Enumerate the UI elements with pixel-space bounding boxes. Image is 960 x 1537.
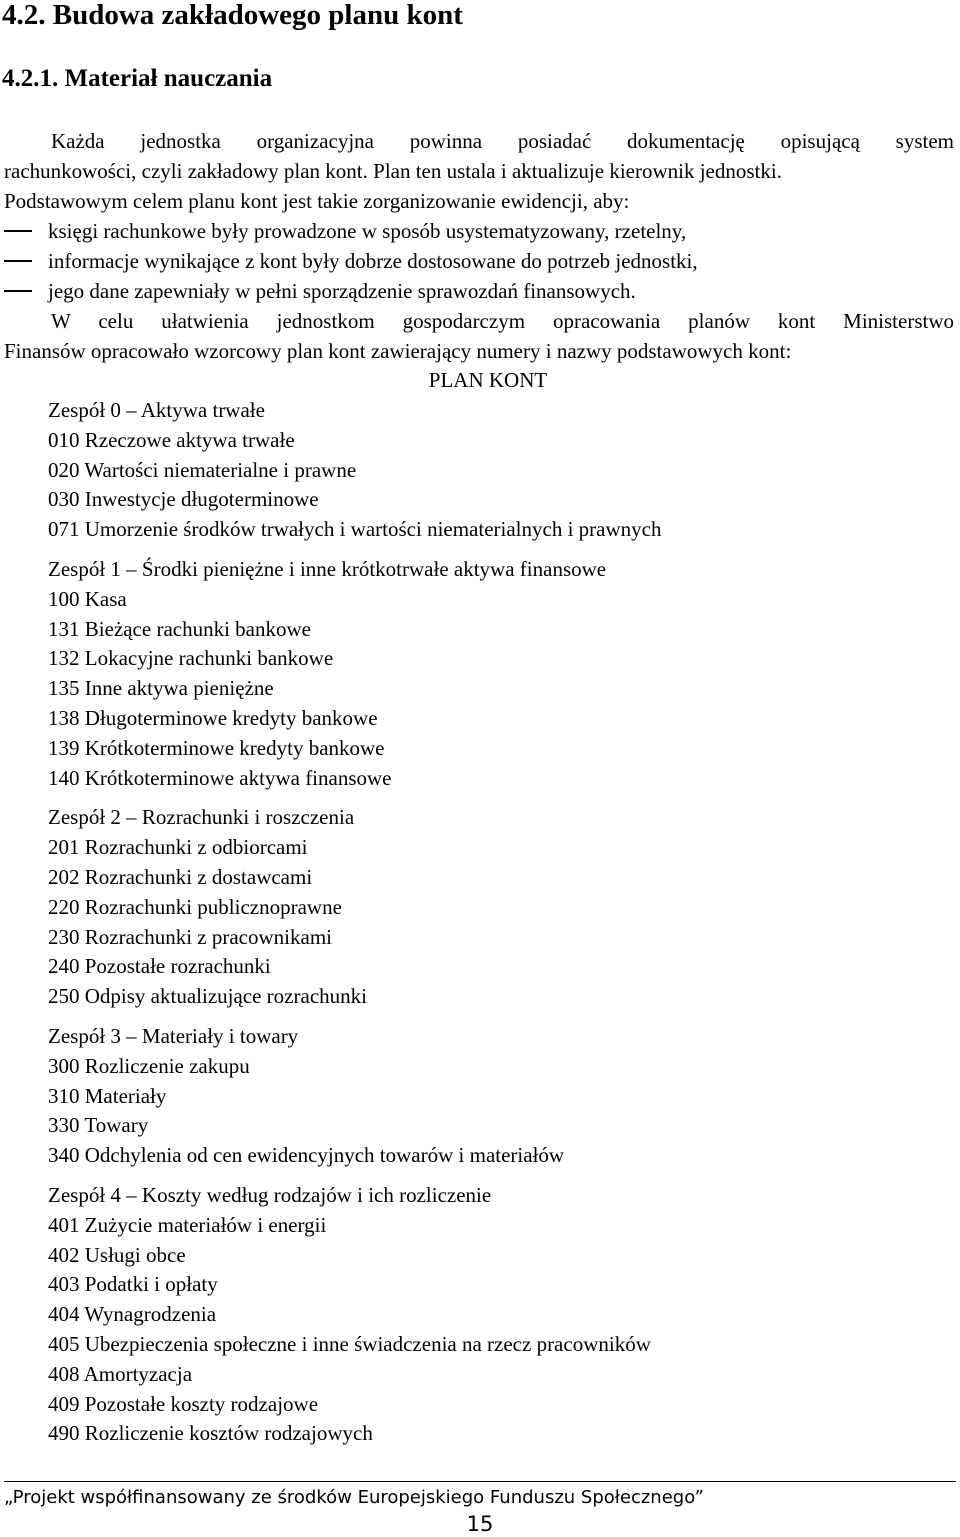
section-heading: 4.2. Budowa zakładowego planu kont (2, 0, 463, 31)
goals-list (4, 216, 954, 306)
intro-text (4, 126, 954, 366)
account-row: 402 Usługi obce (48, 1242, 186, 1267)
account-row: 010 Rzeczowe aktywa trwałe (48, 427, 295, 452)
account-group (48, 1181, 948, 1449)
account-group (48, 1022, 948, 1171)
account-row: 071 Umorzenie środków trwałych i wartości niematerialnych i prawnych (48, 517, 662, 542)
account-row: 230 Rozrachunki z pracownikami (48, 924, 332, 949)
account-row: 132 Lokacyjne rachunki bankowe (48, 646, 334, 671)
chart-of-accounts (48, 396, 948, 1459)
list-item (4, 276, 954, 306)
account-row: 240 Pozostałe rozrachunki (48, 954, 271, 979)
intro-paragraph-1-line-1: Każda jednostka organizacyjna powinna posiadać dokumentację opisującą system (51, 129, 954, 153)
account-group-title: Zespół 4 – Koszty według rodzajów i ich rozliczenie (48, 1182, 492, 1207)
list-item-text: księgi rachunkowe były prowadzone w sposób usystematyzowany, rzetelny, (48, 219, 687, 243)
account-row: 220 Rozrachunki publicznoprawne (48, 894, 342, 919)
account-row: 404 Wynagrodzenia (48, 1302, 217, 1327)
list-item-text: informacje wynikające z kont były dobrze dostosowane do potrzeb jednostki, (48, 249, 698, 273)
account-group-title: Zespół 3 – Materiały i towary (48, 1023, 299, 1048)
account-row: 138 Długoterminowe kredyty bankowe (48, 705, 378, 730)
account-row: 300 Rozliczenie zakupu (48, 1053, 250, 1078)
dash-bullet-icon (4, 260, 32, 262)
account-row: 201 Rozrachunki z odbiorcami (48, 835, 308, 860)
account-row: 020 Wartości niematerialne i prawne (48, 457, 357, 482)
account-group-title: Zespół 1 – Środki pieniężne i inne krótkotrwałe aktywa finansowe (48, 556, 607, 581)
plan-title: PLAN KONT (428, 368, 548, 392)
account-row: 330 Towary (48, 1113, 149, 1138)
account-row: 131 Bieżące rachunki bankowe (48, 616, 311, 641)
account-row: 139 Krótkoterminowe kredyty bankowe (48, 735, 385, 760)
account-row: 490 Rozliczenie kosztów rodzajowych (48, 1421, 373, 1446)
dash-bullet-icon (4, 290, 32, 292)
account-row: 310 Materiały (48, 1083, 167, 1108)
account-row: 408 Amortyzacja (48, 1361, 193, 1386)
account-group (48, 396, 948, 545)
account-row: 409 Pozostałe koszty rodzajowe (48, 1391, 319, 1416)
account-row: 401 Zużycie materiałów i energii (48, 1212, 327, 1237)
list-item (4, 246, 954, 276)
account-row: 140 Krótkoterminowe aktywa finansowe (48, 765, 392, 790)
intro-paragraph-2: Podstawowym celem planu kont jest takie zorganizowanie ewidencji, aby: (4, 189, 630, 213)
account-row: 250 Odpisy aktualizujące rozrachunki (48, 984, 367, 1009)
list-item-text: jego dane zapewniały w pełni sporządzenie sprawozdań finansowych. (48, 279, 636, 303)
footer-divider (4, 1481, 956, 1482)
page-number: 15 (466, 1512, 494, 1536)
account-row: 403 Podatki i opłaty (48, 1272, 218, 1297)
intro-paragraph-3-line-2: Finansów opracowało wzorcowy plan kont zawierający numery i nazwy podstawowych kont: (4, 339, 792, 363)
dash-bullet-icon (4, 230, 32, 232)
account-row: 135 Inne aktywa pieniężne (48, 676, 274, 701)
account-group (48, 555, 948, 793)
account-row: 405 Ubezpieczenia społeczne i inne świadczenia na rzecz pracowników (48, 1331, 651, 1356)
subsection-heading: 4.2.1. Materiał nauczania (2, 65, 273, 92)
account-row: 202 Rozrachunki z dostawcami (48, 864, 313, 889)
intro-paragraph-1-line-2: rachunkowości, czyli zakładowy plan kont. Plan ten ustala i aktualizuje kierownik jednostki. (4, 159, 782, 183)
account-group (48, 803, 948, 1012)
intro-paragraph-3-line-1: W celu ułatwienia jednostkom gospodarczym opracowania planów kont Ministerstwo (51, 309, 954, 333)
account-row: 340 Odchylenia od cen ewidencyjnych towarów i materiałów (48, 1143, 565, 1168)
account-row: 030 Inwestycje długoterminowe (48, 487, 319, 512)
footer-note: „Projekt współfinansowany ze środków Europejskiego Funduszu Społecznego” (4, 1487, 704, 1508)
list-item (4, 216, 954, 246)
account-group-title: Zespół 2 – Rozrachunki i roszczenia (48, 805, 355, 830)
account-row: 100 Kasa (48, 586, 127, 611)
account-group-title: Zespół 0 – Aktywa trwałe (48, 398, 265, 422)
